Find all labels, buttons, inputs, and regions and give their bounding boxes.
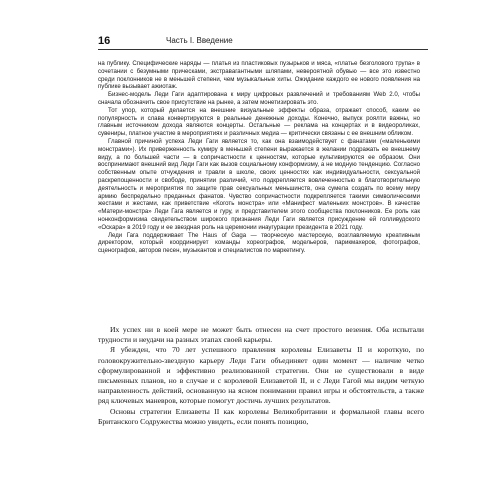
body-paragraph: Я убежден, что 70 лет успешного правления королевы Елизаветы II и короткую, по головокружительно-звездную карьеру Леди Гаги объединяет один момент — наличие четко сформулированной и эффективно реализованной стратегии. Они не существовали в виде письменных планов, но в случае и с королевой Елизаветой II, и с Леди Гагой мы видим четкую направленность действий, основанную на ясном понимании правил игры и обстоятельств, а также ряд ключевых маневров, которые помогут достичь лучших результатов. bbox=[98, 345, 424, 406]
page-number: 16 bbox=[98, 35, 111, 47]
sidebar-paragraph: Тот упор, который делается на внешние визуальные эффекты образа, отражает способ, каким ее популярность и слава конвертируются в реальные денежные доходы. Конечно, выпуск роялти важны, но главным источником дохода являются концерты. Остальные — реклама на концертах и в видеороликах, сувениры, платное участие в мероприятиях и различных медиа — критически связаны с ее внешним обликом. bbox=[98, 106, 420, 138]
running-head: Часть I. Введение bbox=[166, 36, 233, 45]
page-header bbox=[98, 35, 428, 51]
main-text bbox=[98, 325, 424, 427]
header-rule bbox=[98, 49, 428, 50]
sidebar-box bbox=[98, 60, 420, 255]
body-paragraph: Основы стратегии Елизаветы II как королевы Великобритании и формальной главы всего Британского Содружества можно увидеть, если понять позицию, bbox=[98, 406, 424, 426]
sidebar-paragraph: Главной причиной успеха Леди Гаги является то, как она взаимодействует с фанатами («маленькими монстрами»). Их приверженность кумиру в меньшей степени выражается в желании подражать ее внешнему виду, а по большей части — в сопричастности к ценностям, которые культивируются ее образом. Они воспринимают внешний вид Леди Гаги как вызов социальному конформизму, а не модную тенденцию. Согласно собственным опыте отчуждения и травли в школе, своих ценностях как индивидуальности, сексуальной раскрепощенности и свободе, принятии различий, что подкрепляется вовлеченностью в благотворительную деятельность и мероприятия по защите прав сексуальных меньшинств, она сумела создать по всему миру армию беспредельно преданных фанатов. Чувство сопричастности подкрепляется такими символическими жестами и жестами, как приветствие «Коготь монстра» или «Манифест маленьких монстров». В качестве «Матери-монстра» Леди Гага является и гуру, и представителем этого сообщества поклонников. Ее роль как нонконформизма свидетельством широкого признания Леди Гаги является присуждение ей голливудского «Оскара» в 2019 году и ее звездная роль на церемонии инаугурации президента в 2021 году. bbox=[98, 137, 420, 231]
sidebar-paragraph: на публику. Специфические наряды — платья из пластиковых пузырьков и мяса, «платье безголового трупа» в сочетании с безумными прическами, экстравагантными шляпами, невероятной обувью — все это известно среди поклонников не в меньшей степени, чем музыкальные хиты. Ожидание каждого ее нового появления на публике вызывает ажиотаж. bbox=[98, 60, 420, 91]
body-paragraph: Их успех ни в коей мере не может быть отнесен на счет простого везения. Оба испытали трудности и неудачи на разных этапах своей карьеры. bbox=[98, 325, 424, 345]
sidebar-paragraph: Бизнес-модель Леди Гаги адаптирована к миру цифровых развлечений и требованиям Web 2.0, чтобы сначала обозначить свое присутствие на рынке, а затем монетизировать это. bbox=[98, 91, 420, 106]
sidebar-paragraph: Леди Гага поддерживает The Haus of Gaga — творческую мастерскую, возглавляемую креативным директором, который координирует команды хореографов, модельеров, парикмахеров, фотографов, сценографов, авторов песен, музыкантов и специалистов по маркетингу. bbox=[98, 231, 420, 255]
